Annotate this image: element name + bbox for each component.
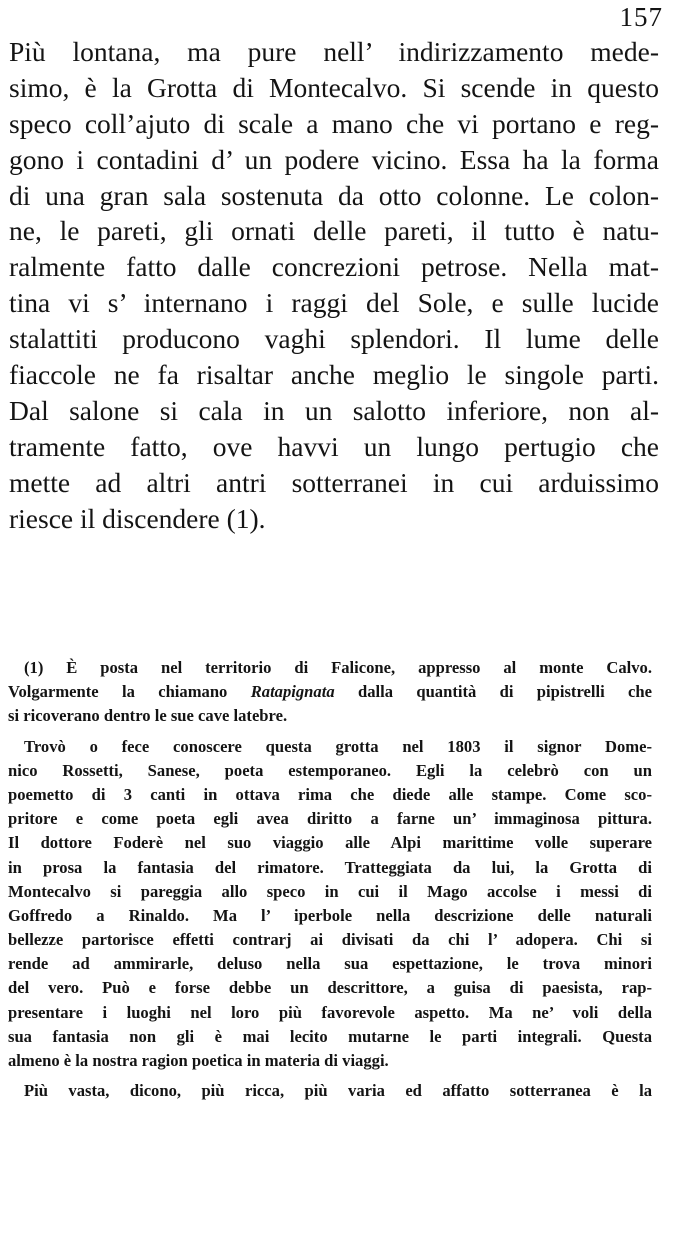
footnote-line: del vero. Può e forse debbe un descrittore, a guisa di paesista, rap- [8,978,652,998]
footnote-line [8,680,652,704]
footnote-line: pritore e come poeta egli avea diritto a farne un’ immaginosa pittura. [8,809,652,829]
footnote-line: Il dottore Foderè nel suo viaggio alle Alpi marittime volle superare [8,833,652,853]
footnote-line: Goffredo a Rinaldo. Ma l’ iperbole nella descrizione delle naturali [8,905,652,925]
footnote-text: Volgarmente la chiamano [8,682,251,702]
footnote-line: si ricoverano dentro le sue cave latebre. [8,706,288,726]
footnote-block [8,656,652,1103]
footnote-line: presentare i luoghi nel loro più favorevole aspetto. Ma ne’ voli della [8,1002,652,1022]
main-text-line: di una gran sala sostenuta da otto colonne. Le colon- [9,179,659,211]
main-text-line: gono i contadini d’ un podere vicino. Essa ha la forma [9,143,659,175]
main-text-line: tina vi s’ internano i raggi del Sole, e sulle lucide [9,287,659,319]
footnote-line: nico Rossetti, Sanese, poeta estemporaneo. Egli la celebrò con un [8,760,652,780]
footnote-line: rende ad ammirarle, deluso nella sua espettazione, le trova minori [8,954,652,974]
footnote-line: Più vasta, dicono, più ricca, più varia ed affatto sotterranea è la [24,1081,652,1101]
footnote-italic-name: Ratapignata [250,682,335,702]
footnote-line: Trovò o fece conoscere questa grotta nel 1803 il signor Dome- [24,736,652,756]
main-text-line: riesce il discendere (1). [9,502,266,534]
main-text-line: fiaccole ne fa risaltar anche meglio le singole parti. [9,359,659,391]
footnote-line: Montecalvo si pareggia allo speco in cui il Mago accolse i messi di [8,881,652,901]
footnote-line: poemetto di 3 canti in ottava rima che diede alle stampe. Come sco- [8,784,652,804]
footnote-text: dalla quantità di pipistrelli che [334,682,652,702]
main-text-block [9,34,659,536]
main-text-line: speco coll’ajuto di scale a mano che vi portano e reg- [9,107,659,139]
main-text-line: simo, è la Grotta di Montecalvo. Si scende in questo [9,71,659,103]
main-text-line: stalattiti producono vaghi splendori. Il lume delle [9,323,659,355]
footnote-line: in prosa la fantasia del rimatore. Tratteggiata da lui, la Grotta di [8,857,652,877]
footnote-line: almeno è la nostra ragion poetica in materia di viaggi. [8,1051,389,1070]
main-text-line: tramente fatto, ove havvi un lungo pertugio che [9,430,659,462]
main-text-line: ne, le pareti, gli ornati delle pareti, il tutto è natu- [9,215,659,247]
main-text-line: ralmente fatto dalle concrezioni petrose. Nella mat- [9,251,659,283]
main-text-line: mette ad altri antri sotterranei in cui arduissimo [9,466,659,498]
main-text-line: Dal salone si cala in un salotto inferiore, non al- [9,394,659,426]
footnote-line: sua fantasia non gli è mai lecito mutarne le parti integrali. Questa [8,1026,652,1046]
footnote-line: bellezze partorisce effetti contrarj ai divisati da chi l’ adopera. Chi si [8,930,652,950]
page-number: 157 [619,2,663,32]
footnote-line: (1) È posta nel territorio di Falicone, appresso al monte Calvo. [24,658,652,677]
main-text-line: Più lontana, ma pure nell’ indirizzamento mede- [9,36,659,67]
